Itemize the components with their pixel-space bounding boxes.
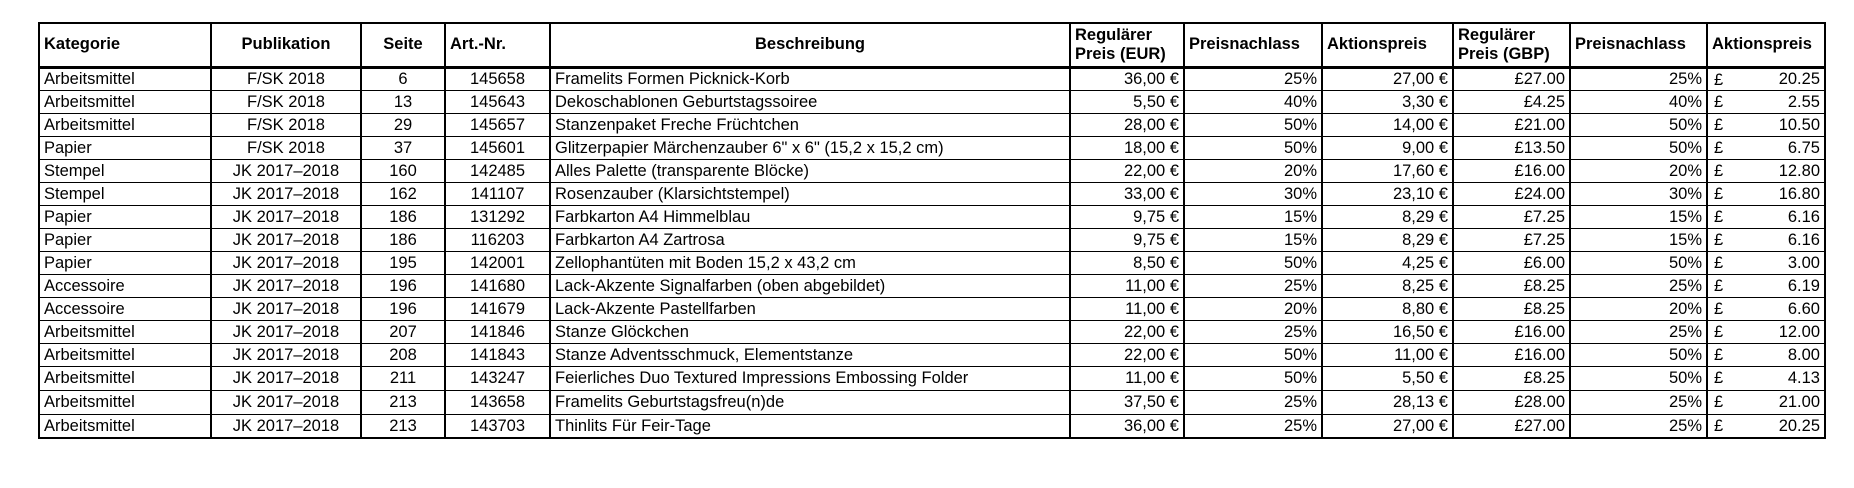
aktion-gbp-value: 20.25 xyxy=(1778,416,1820,435)
pound-symbol: £ xyxy=(1714,276,1724,295)
cell-kategorie: Arbeitsmittel xyxy=(39,90,211,113)
cell-beschreibung: Alles Palette (transparente Blöcke) xyxy=(550,159,1070,182)
pound-symbol: £ xyxy=(1714,161,1724,180)
cell-seite: 13 xyxy=(361,90,445,113)
cell-seite: 211 xyxy=(361,366,445,390)
cell-preis-gbp: £27.00 xyxy=(1453,67,1570,90)
price-table xyxy=(38,22,1826,439)
cell-aktion-gbp xyxy=(1707,274,1825,297)
pound-symbol: £ xyxy=(1714,207,1724,226)
cell-artnr: 142001 xyxy=(445,251,550,274)
header-preis-eur: Regulärer Preis (EUR) xyxy=(1070,23,1184,67)
cell-nachlass-eur: 50% xyxy=(1184,366,1322,390)
cell-preis-gbp: £27.00 xyxy=(1453,414,1570,438)
cell-kategorie: Arbeitsmittel xyxy=(39,320,211,343)
cell-aktion-gbp xyxy=(1707,297,1825,320)
cell-preis-eur: 22,00 € xyxy=(1070,343,1184,366)
cell-artnr: 143703 xyxy=(445,414,550,438)
cell-publikation: JK 2017–2018 xyxy=(211,159,361,182)
cell-aktion-eur: 5,50 € xyxy=(1322,366,1453,390)
cell-seite: 29 xyxy=(361,113,445,136)
cell-aktion-eur: 8,80 € xyxy=(1322,297,1453,320)
cell-nachlass-gbp: 50% xyxy=(1570,343,1707,366)
aktion-gbp-value: 2.55 xyxy=(1787,92,1820,111)
cell-aktion-eur: 27,00 € xyxy=(1322,414,1453,438)
cell-preis-gbp: £7.25 xyxy=(1453,228,1570,251)
cell-beschreibung: Farbkarton A4 Zartrosa xyxy=(550,228,1070,251)
cell-beschreibung: Lack-Akzente Pastellfarben xyxy=(550,297,1070,320)
cell-nachlass-gbp: 50% xyxy=(1570,251,1707,274)
cell-beschreibung: Stanze Glöckchen xyxy=(550,320,1070,343)
cell-aktion-eur: 14,00 € xyxy=(1322,113,1453,136)
cell-aktion-eur: 16,50 € xyxy=(1322,320,1453,343)
cell-aktion-gbp xyxy=(1707,343,1825,366)
cell-aktion-eur: 8,29 € xyxy=(1322,228,1453,251)
cell-artnr: 141679 xyxy=(445,297,550,320)
cell-nachlass-eur: 50% xyxy=(1184,113,1322,136)
cell-nachlass-gbp: 50% xyxy=(1570,113,1707,136)
cell-nachlass-eur: 50% xyxy=(1184,343,1322,366)
table-row xyxy=(39,228,1825,251)
cell-nachlass-gbp: 25% xyxy=(1570,390,1707,414)
cell-preis-gbp: £6.00 xyxy=(1453,251,1570,274)
pound-symbol: £ xyxy=(1714,345,1724,364)
aktion-gbp-value: 6.75 xyxy=(1787,138,1820,157)
cell-preis-gbp: £7.25 xyxy=(1453,205,1570,228)
cell-publikation: JK 2017–2018 xyxy=(211,414,361,438)
table-row xyxy=(39,67,1825,90)
cell-beschreibung: Feierliches Duo Textured Impressions Embossing Folder xyxy=(550,366,1070,390)
cell-seite: 213 xyxy=(361,414,445,438)
cell-preis-eur: 36,00 € xyxy=(1070,414,1184,438)
cell-nachlass-eur: 25% xyxy=(1184,320,1322,343)
cell-nachlass-gbp: 40% xyxy=(1570,90,1707,113)
cell-aktion-gbp xyxy=(1707,228,1825,251)
cell-preis-gbp: £13.50 xyxy=(1453,136,1570,159)
cell-beschreibung: Zellophantüten mit Boden 15,2 x 43,2 cm xyxy=(550,251,1070,274)
table-row xyxy=(39,366,1825,390)
cell-publikation: JK 2017–2018 xyxy=(211,297,361,320)
cell-preis-gbp: £8.25 xyxy=(1453,274,1570,297)
table-row xyxy=(39,182,1825,205)
cell-nachlass-gbp: 20% xyxy=(1570,297,1707,320)
cell-publikation: F/SK 2018 xyxy=(211,67,361,90)
cell-preis-gbp: £4.25 xyxy=(1453,90,1570,113)
cell-preis-gbp: £16.00 xyxy=(1453,159,1570,182)
cell-aktion-gbp xyxy=(1707,159,1825,182)
cell-nachlass-gbp: 50% xyxy=(1570,136,1707,159)
cell-kategorie: Papier xyxy=(39,228,211,251)
cell-artnr: 141107 xyxy=(445,182,550,205)
cell-beschreibung: Rosenzauber (Klarsichtstempel) xyxy=(550,182,1070,205)
cell-nachlass-eur: 20% xyxy=(1184,159,1322,182)
cell-artnr: 116203 xyxy=(445,228,550,251)
cell-seite: 37 xyxy=(361,136,445,159)
cell-aktion-gbp xyxy=(1707,182,1825,205)
cell-preis-gbp: £28.00 xyxy=(1453,390,1570,414)
cell-aktion-gbp xyxy=(1707,390,1825,414)
cell-preis-eur: 28,00 € xyxy=(1070,113,1184,136)
cell-kategorie: Arbeitsmittel xyxy=(39,113,211,136)
cell-beschreibung: Framelits Geburtstagsfreu(n)de xyxy=(550,390,1070,414)
cell-beschreibung: Stanzenpaket Freche Früchtchen xyxy=(550,113,1070,136)
cell-seite: 160 xyxy=(361,159,445,182)
pound-symbol: £ xyxy=(1714,115,1724,134)
cell-preis-gbp: £8.25 xyxy=(1453,366,1570,390)
cell-preis-eur: 11,00 € xyxy=(1070,274,1184,297)
cell-nachlass-gbp: 15% xyxy=(1570,228,1707,251)
aktion-gbp-value: 10.50 xyxy=(1778,115,1820,134)
cell-artnr: 143247 xyxy=(445,366,550,390)
header-nachlass-gbp: Preisnachlass xyxy=(1570,23,1707,67)
cell-seite: 186 xyxy=(361,205,445,228)
cell-seite: 6 xyxy=(361,67,445,90)
cell-preis-eur: 36,00 € xyxy=(1070,67,1184,90)
cell-artnr: 141846 xyxy=(445,320,550,343)
cell-artnr: 141680 xyxy=(445,274,550,297)
cell-aktion-gbp xyxy=(1707,320,1825,343)
cell-preis-eur: 22,00 € xyxy=(1070,159,1184,182)
cell-publikation: F/SK 2018 xyxy=(211,113,361,136)
cell-beschreibung: Framelits Formen Picknick-Korb xyxy=(550,67,1070,90)
cell-kategorie: Papier xyxy=(39,205,211,228)
aktion-gbp-value: 6.19 xyxy=(1787,276,1820,295)
aktion-gbp-value: 4.13 xyxy=(1787,369,1820,387)
cell-seite: 195 xyxy=(361,251,445,274)
cell-seite: 207 xyxy=(361,320,445,343)
cell-preis-eur: 11,00 € xyxy=(1070,366,1184,390)
cell-preis-eur: 9,75 € xyxy=(1070,228,1184,251)
cell-publikation: JK 2017–2018 xyxy=(211,274,361,297)
cell-publikation: F/SK 2018 xyxy=(211,136,361,159)
cell-kategorie: Papier xyxy=(39,251,211,274)
cell-nachlass-eur: 25% xyxy=(1184,390,1322,414)
cell-nachlass-eur: 40% xyxy=(1184,90,1322,113)
cell-nachlass-eur: 30% xyxy=(1184,182,1322,205)
cell-publikation: JK 2017–2018 xyxy=(211,182,361,205)
cell-kategorie: Accessoire xyxy=(39,274,211,297)
table-row xyxy=(39,251,1825,274)
aktion-gbp-value: 12.80 xyxy=(1778,161,1820,180)
table-row xyxy=(39,320,1825,343)
cell-nachlass-eur: 15% xyxy=(1184,228,1322,251)
table-row xyxy=(39,159,1825,182)
cell-nachlass-eur: 25% xyxy=(1184,67,1322,90)
cell-aktion-gbp xyxy=(1707,366,1825,390)
aktion-gbp-value: 8.00 xyxy=(1787,345,1820,364)
cell-seite: 196 xyxy=(361,274,445,297)
cell-nachlass-gbp: 25% xyxy=(1570,274,1707,297)
cell-artnr: 145643 xyxy=(445,90,550,113)
cell-nachlass-gbp: 25% xyxy=(1570,67,1707,90)
cell-aktion-eur: 27,00 € xyxy=(1322,67,1453,90)
cell-aktion-eur: 11,00 € xyxy=(1322,343,1453,366)
pound-symbol: £ xyxy=(1714,138,1724,157)
aktion-gbp-value: 12.00 xyxy=(1778,322,1820,341)
cell-kategorie: Arbeitsmittel xyxy=(39,414,211,438)
pound-symbol: £ xyxy=(1714,368,1724,387)
cell-kategorie: Arbeitsmittel xyxy=(39,343,211,366)
cell-aktion-eur: 28,13 € xyxy=(1322,390,1453,414)
table-row xyxy=(39,113,1825,136)
cell-beschreibung: Glitzerpapier Märchenzauber 6" x 6" (15,2 x 15,2 cm) xyxy=(550,136,1070,159)
cell-kategorie: Arbeitsmittel xyxy=(39,390,211,414)
cell-preis-gbp: £21.00 xyxy=(1453,113,1570,136)
cell-kategorie: Arbeitsmittel xyxy=(39,366,211,390)
cell-artnr: 131292 xyxy=(445,205,550,228)
table-body xyxy=(39,67,1825,438)
header-artnr: Art.-Nr. xyxy=(445,23,550,67)
cell-preis-eur: 8,50 € xyxy=(1070,251,1184,274)
aktion-gbp-value: 16.80 xyxy=(1778,184,1820,203)
cell-nachlass-eur: 25% xyxy=(1184,274,1322,297)
pound-symbol: £ xyxy=(1714,253,1724,272)
table-row xyxy=(39,390,1825,414)
cell-kategorie: Arbeitsmittel xyxy=(39,67,211,90)
cell-preis-eur: 22,00 € xyxy=(1070,320,1184,343)
cell-preis-eur: 9,75 € xyxy=(1070,205,1184,228)
cell-kategorie: Accessoire xyxy=(39,297,211,320)
cell-publikation: JK 2017–2018 xyxy=(211,366,361,390)
cell-nachlass-gbp: 50% xyxy=(1570,366,1707,390)
cell-publikation: JK 2017–2018 xyxy=(211,390,361,414)
cell-aktion-eur: 4,25 € xyxy=(1322,251,1453,274)
table-row xyxy=(39,274,1825,297)
header-aktion-gbp: Aktionspreis xyxy=(1707,23,1825,67)
pound-symbol: £ xyxy=(1714,299,1724,318)
header-row xyxy=(39,23,1825,67)
cell-nachlass-gbp: 25% xyxy=(1570,414,1707,438)
cell-aktion-gbp xyxy=(1707,90,1825,113)
cell-nachlass-eur: 50% xyxy=(1184,136,1322,159)
header-seite: Seite xyxy=(361,23,445,67)
header-publikation: Publikation xyxy=(211,23,361,67)
cell-publikation: JK 2017–2018 xyxy=(211,320,361,343)
cell-seite: 162 xyxy=(361,182,445,205)
cell-preis-gbp: £24.00 xyxy=(1453,182,1570,205)
cell-preis-eur: 18,00 € xyxy=(1070,136,1184,159)
pound-symbol: £ xyxy=(1714,392,1724,411)
cell-preis-eur: 33,00 € xyxy=(1070,182,1184,205)
table-row xyxy=(39,205,1825,228)
aktion-gbp-value: 3.00 xyxy=(1787,253,1820,272)
cell-kategorie: Stempel xyxy=(39,182,211,205)
cell-artnr: 145658 xyxy=(445,67,550,90)
pound-symbol: £ xyxy=(1714,322,1724,341)
cell-aktion-gbp xyxy=(1707,67,1825,90)
cell-artnr: 141843 xyxy=(445,343,550,366)
cell-aktion-gbp xyxy=(1707,251,1825,274)
cell-aktion-eur: 8,25 € xyxy=(1322,274,1453,297)
cell-nachlass-gbp: 25% xyxy=(1570,320,1707,343)
cell-nachlass-gbp: 30% xyxy=(1570,182,1707,205)
cell-publikation: JK 2017–2018 xyxy=(211,228,361,251)
cell-kategorie: Papier xyxy=(39,136,211,159)
pound-symbol: £ xyxy=(1714,184,1724,203)
cell-beschreibung: Stanze Adventsschmuck, Elementstanze xyxy=(550,343,1070,366)
cell-preis-eur: 11,00 € xyxy=(1070,297,1184,320)
cell-publikation: JK 2017–2018 xyxy=(211,251,361,274)
cell-aktion-gbp xyxy=(1707,136,1825,159)
cell-nachlass-eur: 20% xyxy=(1184,297,1322,320)
cell-aktion-eur: 23,10 € xyxy=(1322,182,1453,205)
cell-publikation: F/SK 2018 xyxy=(211,90,361,113)
pound-symbol: £ xyxy=(1714,70,1724,89)
cell-aktion-eur: 17,60 € xyxy=(1322,159,1453,182)
pound-symbol: £ xyxy=(1714,92,1724,111)
cell-seite: 208 xyxy=(361,343,445,366)
table-row xyxy=(39,297,1825,320)
table-row xyxy=(39,343,1825,366)
cell-seite: 196 xyxy=(361,297,445,320)
cell-beschreibung: Farbkarton A4 Himmelblau xyxy=(550,205,1070,228)
cell-nachlass-eur: 50% xyxy=(1184,251,1322,274)
cell-preis-gbp: £16.00 xyxy=(1453,320,1570,343)
cell-preis-gbp: £8.25 xyxy=(1453,297,1570,320)
cell-nachlass-gbp: 20% xyxy=(1570,159,1707,182)
cell-beschreibung: Dekoschablonen Geburtstagssoiree xyxy=(550,90,1070,113)
cell-seite: 213 xyxy=(361,390,445,414)
aktion-gbp-value: 21.00 xyxy=(1778,393,1820,411)
aktion-gbp-value: 20.25 xyxy=(1778,70,1820,88)
cell-beschreibung: Thinlits Für Feir-Tage xyxy=(550,414,1070,438)
cell-publikation: JK 2017–2018 xyxy=(211,205,361,228)
header-aktion-eur: Aktionspreis xyxy=(1322,23,1453,67)
pound-symbol: £ xyxy=(1714,230,1724,249)
table-row xyxy=(39,90,1825,113)
cell-kategorie: Stempel xyxy=(39,159,211,182)
cell-aktion-gbp xyxy=(1707,414,1825,438)
cell-nachlass-eur: 25% xyxy=(1184,414,1322,438)
header-kategorie: Kategorie xyxy=(39,23,211,67)
cell-aktion-gbp xyxy=(1707,113,1825,136)
table-row xyxy=(39,136,1825,159)
cell-artnr: 145657 xyxy=(445,113,550,136)
cell-nachlass-eur: 15% xyxy=(1184,205,1322,228)
cell-aktion-eur: 9,00 € xyxy=(1322,136,1453,159)
aktion-gbp-value: 6.60 xyxy=(1787,299,1820,318)
cell-beschreibung: Lack-Akzente Signalfarben (oben abgebildet) xyxy=(550,274,1070,297)
cell-artnr: 143658 xyxy=(445,390,550,414)
table-row xyxy=(39,414,1825,438)
cell-preis-gbp: £16.00 xyxy=(1453,343,1570,366)
header-nachlass-eur: Preisnachlass xyxy=(1184,23,1322,67)
cell-publikation: JK 2017–2018 xyxy=(211,343,361,366)
aktion-gbp-value: 6.16 xyxy=(1787,207,1820,226)
cell-aktion-eur: 3,30 € xyxy=(1322,90,1453,113)
cell-seite: 186 xyxy=(361,228,445,251)
header-beschreibung: Beschreibung xyxy=(550,23,1070,67)
cell-preis-eur: 37,50 € xyxy=(1070,390,1184,414)
aktion-gbp-value: 6.16 xyxy=(1787,230,1820,249)
cell-preis-eur: 5,50 € xyxy=(1070,90,1184,113)
cell-nachlass-gbp: 15% xyxy=(1570,205,1707,228)
cell-aktion-eur: 8,29 € xyxy=(1322,205,1453,228)
header-preis-gbp: Regulärer Preis (GBP) xyxy=(1453,23,1570,67)
cell-artnr: 145601 xyxy=(445,136,550,159)
pound-symbol: £ xyxy=(1714,416,1724,435)
cell-aktion-gbp xyxy=(1707,205,1825,228)
cell-artnr: 142485 xyxy=(445,159,550,182)
